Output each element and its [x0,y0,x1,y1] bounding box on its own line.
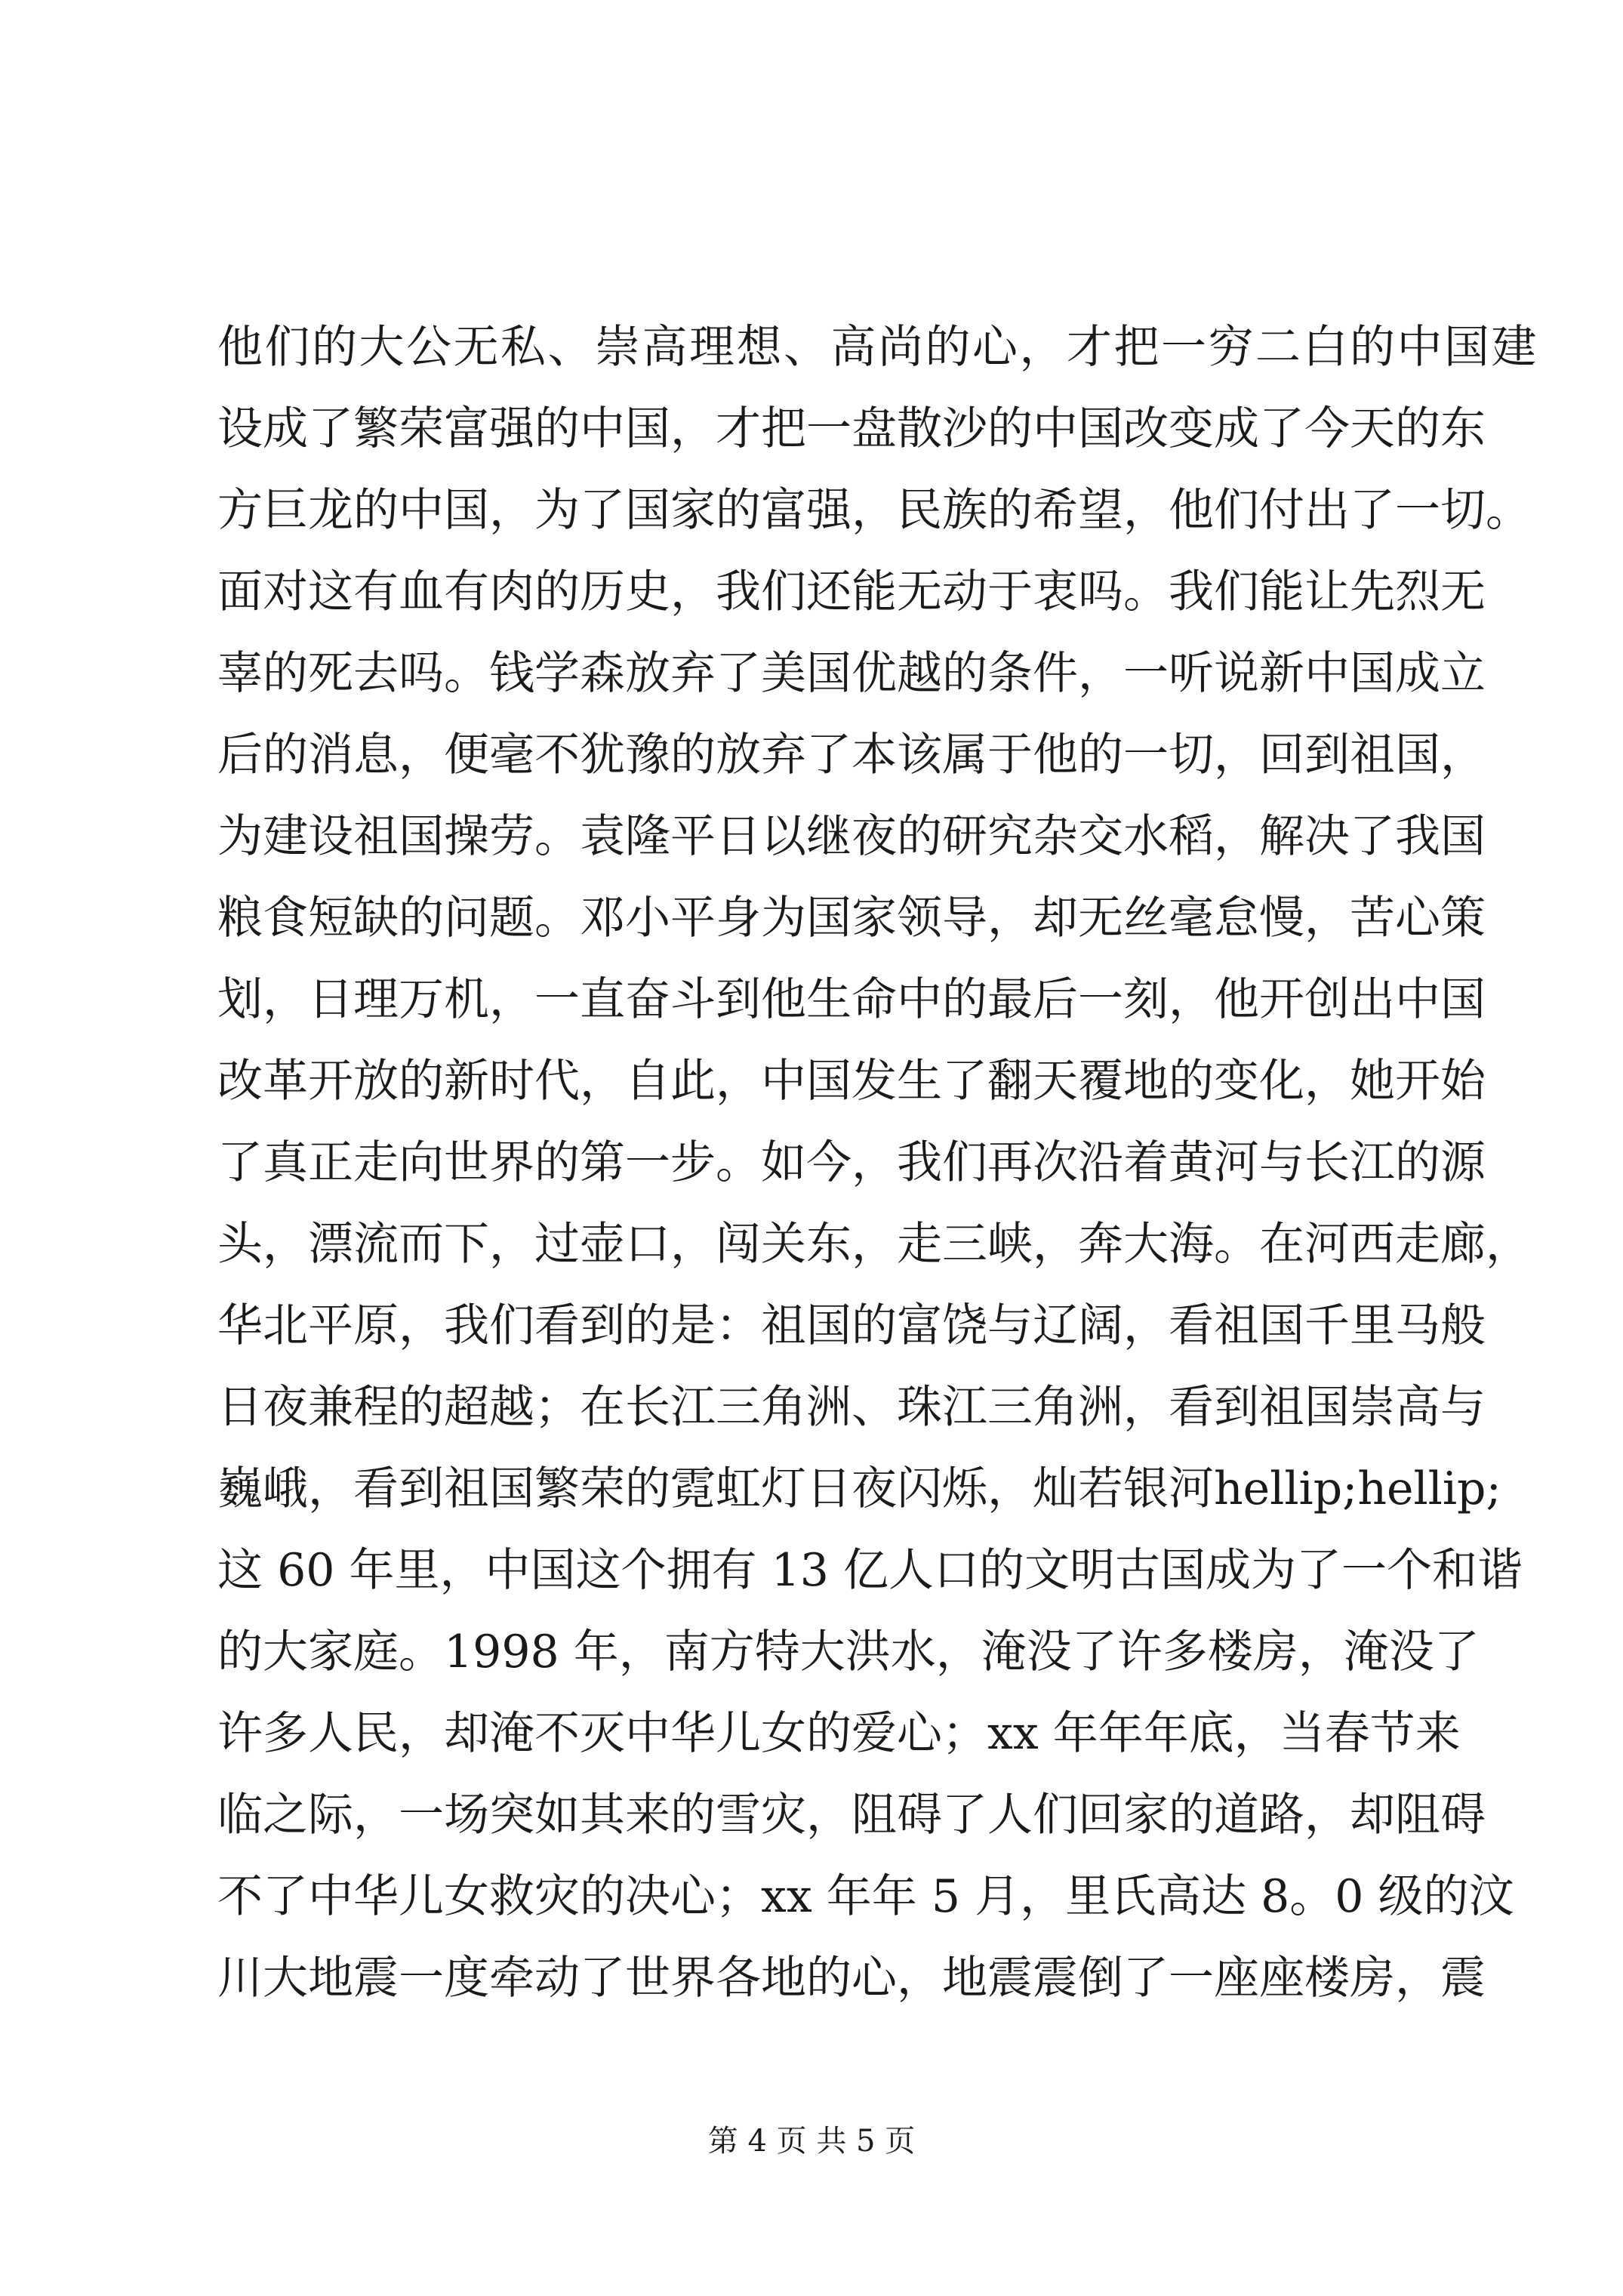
text-line: 日夜兼程的超越；在长江三角洲、珠江三角洲，看到祖国崇高与 [217,1381,1486,1434]
text-line: 方巨龙的中国，为了国家的富强，民族的希望，他们付出了一切。 [217,484,1531,537]
text-line: 不了中华儿女救灾的决心；xx 年年 5 月，里氏高达 8。0 级的汶 [217,1870,1514,1923]
page-number-label: 第 4 页 共 5 页 [707,2124,916,2159]
text-line: 面对这有血有肉的历史，我们还能无动于衷吗。我们能让先烈无 [217,566,1486,618]
text-line: 这 60 年里，中国这个拥有 13 亿人口的文明古国成为了一个和谐 [217,1544,1523,1597]
text-line: 粮食短缺的问题。邓小平身为国家领导，却无丝毫怠慢，苦心策 [217,892,1486,945]
text-line: 头，漂流而下，过壶口，闯关东，走三峡，奔大海。在河西走廊， [217,1218,1531,1271]
text-line: 川大地震一度牵动了世界各地的心，地震震倒了一座座楼房，震 [217,1952,1486,2005]
text-line: 改革开放的新时代，自此，中国发生了翻天覆地的变化，她开始 [217,1055,1486,1108]
text-line: 辜的死去吗。钱学森放弃了美国优越的条件，一听说新中国成立 [217,647,1486,700]
text-line: 他们的大公无私、崇高理想、高尚的心，才把一穷二白的中国建 [217,321,1538,374]
text-line: 后的消息，便毫不犹豫的放弃了本该属于他的一切，回到祖国， [217,729,1486,781]
body-text [217,307,1538,2019]
text-line: 许多人民，却淹不灭中华儿女的爱心；xx 年年年底，当春节来 [217,1707,1461,1760]
text-line: 了真正走向世界的第一步。如今，我们再次沿着黄河与长江的源 [217,1136,1486,1189]
text-line: 划，日理万机，一直奋斗到他生命中的最后一刻，他开创出中国 [217,973,1486,1026]
text-line: 临之际，一场突如其来的雪灾，阻碍了人们回家的道路，却阻碍 [217,1789,1486,1841]
page-footer [0,2120,1623,2162]
text-line: 华北平原，我们看到的是：祖国的富饶与辽阔，看祖国千里马般 [217,1299,1486,1352]
text-line: 设成了繁荣富强的中国，才把一盘散沙的中国改变成了今天的东 [217,402,1486,455]
text-line: 的大家庭。1998 年，南方特大洪水，淹没了许多楼房，淹没了 [217,1626,1480,1678]
text-line: 为建设祖国操劳。袁隆平日以继夜的研究杂交水稻，解决了我国 [217,810,1486,863]
text-line: 巍峨，看到祖国繁荣的霓虹灯日夜闪烁，灿若银河hellip;hellip; [217,1462,1501,1515]
